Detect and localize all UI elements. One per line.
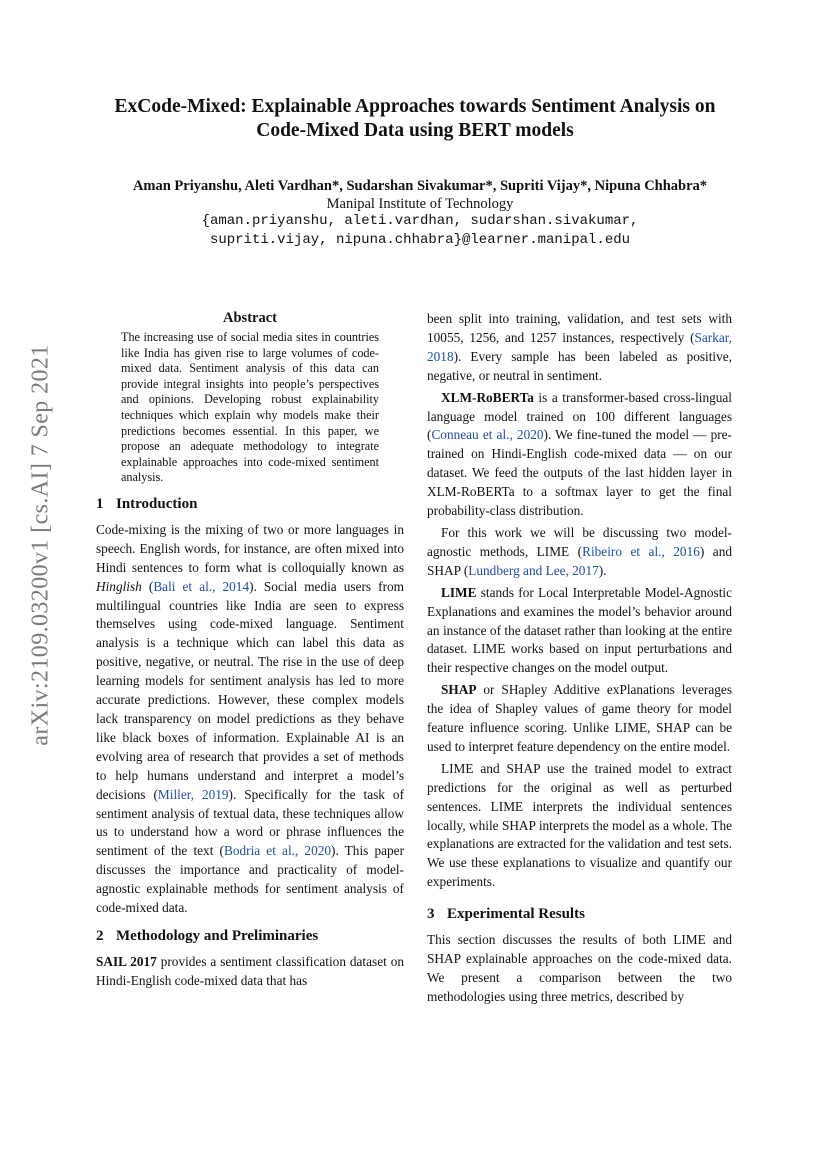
text-span: ). xyxy=(598,562,607,578)
introduction-heading xyxy=(96,496,404,513)
shap-term: SHAP xyxy=(441,682,477,698)
xlm-paragraph xyxy=(427,389,732,521)
citation-link[interactable]: Lundberg and Lee, 2017 xyxy=(468,562,599,578)
author-emails xyxy=(60,212,780,250)
citation-link[interactable]: Sarkar, 2018 xyxy=(427,329,732,364)
right-column xyxy=(427,310,732,1010)
text-span: been split into training, validation, and test sets with 10055, 1256, and 1257 instances, respectively ( xyxy=(427,311,732,345)
arxiv-identifier-text: arXiv:2109.03200v1 [cs.AI] 7 Sep 2021 xyxy=(27,344,54,746)
text-span: ). We fine-tuned the model — pre-trained on Hindi-English code-mixed data — on our dataset. We feed the outputs of the last hidden layer in XLM-RoBERTa to a softmax layer to get the final probability-class distribution. xyxy=(427,427,732,519)
results-paragraph: This section discusses the results of both LIME and SHAP explainable approaches on the code-mixed data. We present a comparison between the two methodologies using three metrics, described by xyxy=(427,932,732,1004)
text-span: For this work we will be discussing two model-agnostic methods, LIME ( xyxy=(427,524,732,559)
experimental-results-heading xyxy=(427,906,732,923)
text-span: ). This paper discusses the importance and practicality of model-agnostic explainable methods for sentiment analysis of code-mixed data. xyxy=(96,843,404,916)
title-line-2: Code-Mixed Data using BERT models xyxy=(256,120,574,141)
section-number: 2 xyxy=(96,927,104,944)
title-line-1: ExCode-Mixed: Explainable Approaches towards Sentiment Analysis on xyxy=(114,96,716,117)
abstract-text: The increasing use of social media sites in countries like India has given rise to large volumes of code-mixed data. Sentiment analysis of this data can provide integral insights into people’s perspectives and opinions. Developing robust explainability techniques which explain why models make their predictions becomes essential. In this paper, we propose an adequate methodology to integrate explainable approaches into code-mixed sentiment analysis. xyxy=(121,330,379,485)
sail-paragraph-continued xyxy=(427,310,732,386)
text-span: ( xyxy=(141,578,154,594)
text-span: or SHapley Additive exPlanations leverages the idea of Shapley values of game theory for model feature influence scoring. Unlike LIME, SHAP can be used to interpret feature dependency on the entire model. xyxy=(427,682,732,754)
citation-link[interactable]: Bodria et al., 2020 xyxy=(223,843,332,859)
section-title: Methodology and Preliminaries xyxy=(116,927,319,944)
lime-shap-paragraph: LIME and SHAP use the trained model to extract predictions for the original as well as perturbed sentences. LIME interprets the individual sentences locally, while SHAP interprets the model as a whole. The explanations are extracted for the validation and test sets. We use these explanations to visualize and quantify our experiments. xyxy=(427,760,732,890)
citation-link[interactable]: Bali et al., 2014 xyxy=(153,578,250,594)
emails-line-1: {aman.priyanshu, aleti.vardhan, sudarshan.sivakumar, xyxy=(201,213,639,229)
section-title: Experimental Results xyxy=(447,906,585,923)
emails-line-2: supriti.vijay, nipuna.chhabra}@learner.manipal.edu xyxy=(209,232,631,248)
text-span: ). Social media users from multilingual countries like India are seen to express themselves using code-mixed language. Sentiment analysis is a technique which can label this data as positive, negative, or neutral. The rise in the use of deep learning models for sentiment analysis has led to more accurate predictions. However, these complex models lack transparency on model predictions as they behave like black boxes of information. Explainable AI is an evolving area of research that provides a set of methods to help humans understand and interpret a model’s decisions ( xyxy=(96,578,404,802)
abstract-heading: Abstract xyxy=(223,310,277,326)
text-span: is a transformer-based cross-lingual language model trained on 100 different languages ( xyxy=(427,389,732,443)
text-span: ). Specifically for the task of sentiment analysis of textual data, these techniques allow us to understand how a word or phrase influences the sentiment of the text ( xyxy=(96,786,405,859)
arxiv-identifier xyxy=(27,344,55,746)
citation-link[interactable]: Miller, 2019 xyxy=(157,786,229,802)
methods-paragraph xyxy=(427,524,732,581)
section-number: 1 xyxy=(96,495,104,512)
shap-paragraph xyxy=(427,681,732,757)
paper-title xyxy=(90,95,740,143)
affiliation: Manipal Institute of Technology xyxy=(326,196,514,212)
text-span: Code-mixing is the mixing of two or more languages in speech. English words, for instance, are often mixed into Hindi sentences to form what is colloquially known as xyxy=(96,521,404,575)
section-number: 3 xyxy=(427,906,435,923)
text-span: stands for Local Interpretable Model-Agnostic Explanations and examines the model’s behavior around an instance of the dataset rather than looking at the entire dataset. LIME works based on input perturbations and their respective changes on the model output. xyxy=(427,584,732,676)
abstract-body xyxy=(121,330,379,486)
lime-term: LIME xyxy=(441,584,477,600)
author-list: Aman Priyanshu, Aleti Vardhan*, Sudarshan Sivakumar*, Supriti Vijay*, Nipuna Chhabra* xyxy=(132,178,708,194)
left-column xyxy=(96,310,404,991)
hinglish-term: Hinglish xyxy=(96,578,142,594)
text-span: ) and SHAP ( xyxy=(427,543,733,578)
citation-link[interactable]: Conneau et al., 2020 xyxy=(431,427,544,443)
right-column-body xyxy=(427,310,732,1007)
section-introduction xyxy=(96,496,404,991)
methodology-heading xyxy=(96,928,404,945)
sail-term: SAIL 2017 xyxy=(96,953,157,969)
section-title: Introduction xyxy=(116,495,198,512)
text-span: provides a sentiment classification dataset on Hindi-English code-mixed data that has xyxy=(96,953,404,988)
xlm-term: XLM-RoBERTa xyxy=(441,389,534,405)
lime-paragraph xyxy=(427,584,732,679)
introduction-paragraph xyxy=(96,521,404,918)
sail-paragraph-start xyxy=(96,953,404,991)
citation-link[interactable]: Ribeiro et al., 2016 xyxy=(582,543,700,559)
text-span: ). Every sample has been labeled as positive, negative, or neutral in sentiment. xyxy=(427,348,732,383)
